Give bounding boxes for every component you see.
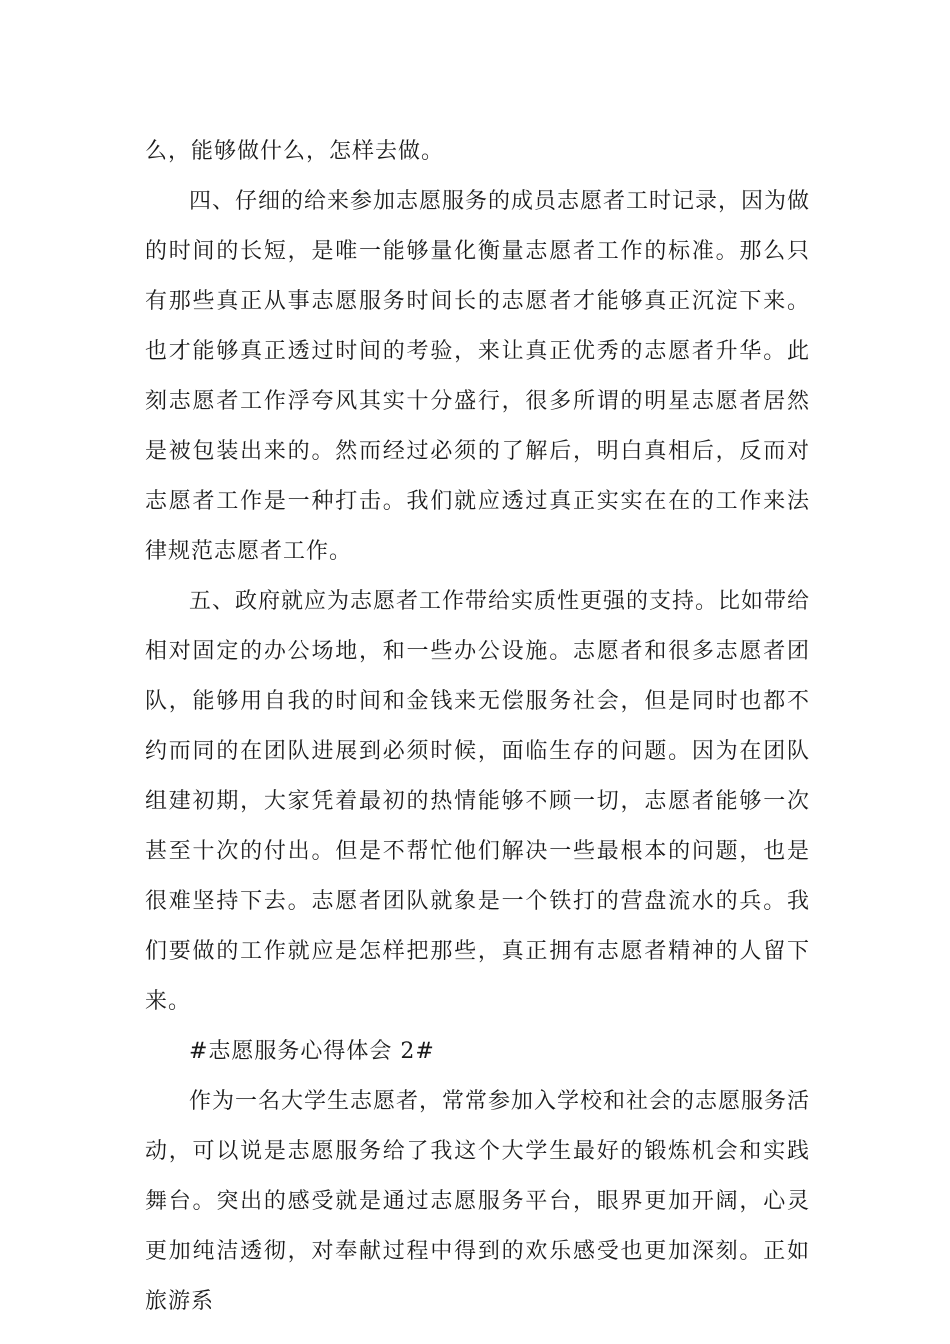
section-heading: #志愿服务心得体会 2# bbox=[189, 1039, 435, 1064]
paragraph-section-four: 四、仔细的给来参加志愿服务的成员志愿者工时记录，因为做的时间的长短，是唯一能够量化衡量志愿者工作的标准。那么只有那些真正从事志愿服务时间长的志愿者才能够真正沉淀下来。也才能够真正透过时间的考验，来让真正优秀的志愿者升华。此刻志愿者工作浮夸风其实十分盛行，很多所谓的明星志愿者居然是被包装出来的。然而经过必须的了解后，明白真相后，反而对志愿者工作是一种打击。我们就应透过真正实实在在的工作来法律规范志愿者工作。 bbox=[145, 189, 811, 564]
paragraph-section-five: 五、政府就应为志愿者工作带给实质性更强的支持。比如带给相对固定的办公场地，和一些办公设施。志愿者和很多志愿者团队，能够用自我的时间和金钱来无偿服务社会，但是同时也都不约而同的在团队进展到必须时候，面临生存的问题。因为在团队组建初期，大家凭着最初的热情能够不顾一切，志愿者能够一次甚至十次的付出。但是不帮忙他们解决一些最根本的问题，也是很难坚持下去。志愿者团队就象是一个铁打的营盘流水的兵。我们要做的工作就应是怎样把那些，真正拥有志愿者精神的人留下来。 bbox=[145, 589, 811, 1014]
paragraph-continuation: 么，能够做什么，怎样去做。 bbox=[145, 139, 445, 164]
document-body bbox=[145, 127, 810, 1327]
paragraph-student-volunteer: 作为一名大学生志愿者，常常参加入学校和社会的志愿服务活动，可以说是志愿服务给了我这个大学生最好的锻炼机会和实践舞台。突出的感受就是通过志愿服务平台，眼界更加开阔，心灵更加纯洁透彻，对奉献过程中得到的欢乐感受也更加深刻。正如旅游系 bbox=[145, 1089, 811, 1314]
